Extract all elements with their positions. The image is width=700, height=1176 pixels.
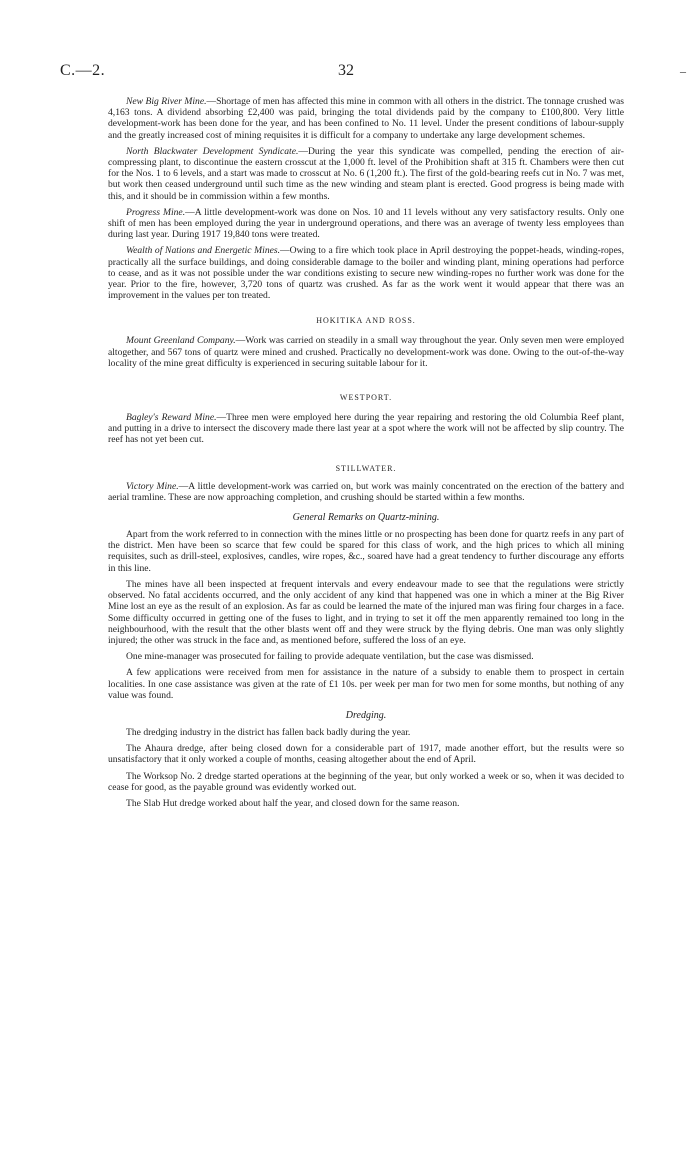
- edge-mark: –: [680, 64, 686, 78]
- mine-name: New Big River Mine.: [126, 96, 207, 107]
- page-number: 32: [338, 62, 354, 79]
- mine-name: Victory Mine.: [126, 480, 179, 492]
- section-heading-westport: WESTPORT.: [339, 393, 393, 403]
- section-heading-general-remarks: General Remarks on Quartz-mining.: [292, 512, 440, 524]
- paragraph-victory-mine: [108, 481, 624, 503]
- paragraph-text: —Shortage of men has affected this mine in common with all others in the district. The tonnage crushed was 4,163 tons. A dividend absorbing £2,400 was paid, bringing the total dividends paid by the company to £100,800. Very little development-work has been done for the year, and has been confined to No. 11 level. Under the present conditions of labour-supply and the greatly increased cost of mining requisites it is difficult for a company to undertake any large development schemes.: [108, 96, 625, 141]
- paragraph-wealth-of-nations: [108, 245, 624, 301]
- mine-name: North Blackwater Development Syndicate.: [126, 145, 299, 157]
- section-heading-hokitika: HOKITIKA AND ROSS.: [316, 316, 416, 326]
- paragraph-text: —Owing to a fire which took place in April destroying the poppet-heads, winding-ropes, practically all the surface buildings, and doing considerable damage to the boiler and winding plant, mining operations had perforce to cease, and as it was not possible under the war conditions existing to secure new winding-ropes no further work was done for the year. Prior to the fire, however, 3,720 tons of quartz was crushed. As far as the work went it would appear that there was an improvement in the values per ton treated.: [108, 245, 624, 302]
- paragraph-north-blackwater: [108, 146, 624, 202]
- paragraph-ahaura-dredge: The Ahaura dredge, after being closed down for a considerable part of 1917, made another effort, but the results were so unsatisfactory that it only worked a couple of months, ceasing altogether about the end of April.: [108, 743, 624, 766]
- paragraph-prosecution: One mine-manager was prosecuted for failing to provide adequate ventilation, but the case was dismissed.: [126, 651, 534, 663]
- document-body: [108, 96, 624, 814]
- paragraph-text: —Three men were employed here during the year repairing and restoring the old Columbia Reef plant, and putting in a drive to intersect the discovery made there last year at a spot where the work will not be affected by slip country. The reef has not yet been cut.: [108, 412, 624, 446]
- mine-name: Wealth of Nations and Energetic Mines.: [126, 245, 281, 257]
- paragraph-worksop-dredge: The Worksop No. 2 dredge started operations at the beginning of the year, but only worked a week or so, when it was decided to cease for good, as the payable ground was evidently worked out.: [108, 770, 624, 793]
- paragraph-progress-mine: [108, 207, 624, 241]
- paragraph-inspections: The mines have all been inspected at frequent intervals and every endeavour made to see that the regulations were strictly observed. No fatal accidents occurred, and the only accident of any kind that happened was one in which a miner at the Big River Mine lost an eye as the result of an explosion. As far as could be learned the mate of the injured man was firing four charges in a face. Some difficulty occurred in getting one of the fuses to light, and in trying to set it off the men apparently remained too long in the neighbourhood, with the result that the other blasts went off and they were struck by the flying debris. One man was only slightly injured; the other was struck in the face and, as mentioned before, suffered the loss of an eye.: [108, 578, 624, 646]
- mine-name: Progress Mine.: [126, 206, 186, 218]
- section-heading-stillwater: STILLWATER.: [335, 463, 397, 473]
- paragraph-assistance: A few applications were received from men for assistance in the nature of a subsidy to enable them to prospect in certain localities. In one case assistance was given at the rate of £1 10s. per week per man for two men for some months, but nothing of any value was found.: [108, 667, 624, 701]
- mine-name: Bagley's Reward Mine.: [126, 412, 217, 424]
- paragraph-dredging-overview: The dredging industry in the district has fallen back badly during the year.: [126, 726, 411, 738]
- paragraph-bagleys-reward: [108, 412, 624, 446]
- paragraph-text: —Work was carried on steadily in a small way throughout the year. Only seven men were employed altogether, and 567 tons of quartz were mined and crushed. Practically no development-work was done. Owing to the out-of-the-way locality of the mine great difficulty is experienced in securing suitable labour for it.: [108, 335, 624, 369]
- paragraph-text: —During the year this syndicate was compelled, pending the erection of air-compressing plant, to discontinue the eastern crosscut at the 1,000 ft. level of the Prohibition shaft at 315 ft. Chambers were then cut for the Nos. 1 to 6 levels, and a start was made to crosscut at No. 6 (1,200 ft.). The first of the gold-bearing reefs cut in No. 7 was met, but work then ceased underground until such time as the new winding and steam plant is erected. Good progress is being made with this, and it should be in commission within a few months.: [108, 145, 624, 202]
- paragraph-slab-hut-dredge: The Slab Hut dredge worked about half the year, and closed down for the same reason.: [126, 797, 460, 809]
- paragraph-new-big-river: [108, 96, 624, 141]
- paragraph-text: —A little development-work was done on Nos. 10 and 11 levels without any very satisfactory results. Only one shift of men has been employed during the year in underground operations, and there was an average of twenty less employees than during last year. During 1917 19,840 tons were treated.: [108, 206, 624, 241]
- paragraph-mount-greenland: [108, 335, 624, 369]
- document-reference: C.—2.: [60, 62, 106, 79]
- paragraph-prospecting: Apart from the work referred to in connection with the mines little or no prospecting has been done for quartz reefs in any part of the district. Men have been so scarce that few could be spared for this class of work, and the high prices to which all mining requisites, such as drill-steel, explosives, candles, wire ropes, &c., soared have had a great tendency to further discourage any efforts in this line.: [108, 529, 624, 574]
- mine-name: Mount Greenland Company.: [126, 335, 236, 347]
- paragraph-text: —A little development-work was carried on, but work was mainly concentrated on the erection of the battery and aerial tramline. These are now approaching completion, and crushing should be started within a few months.: [108, 480, 624, 503]
- section-heading-dredging: Dredging.: [345, 709, 387, 721]
